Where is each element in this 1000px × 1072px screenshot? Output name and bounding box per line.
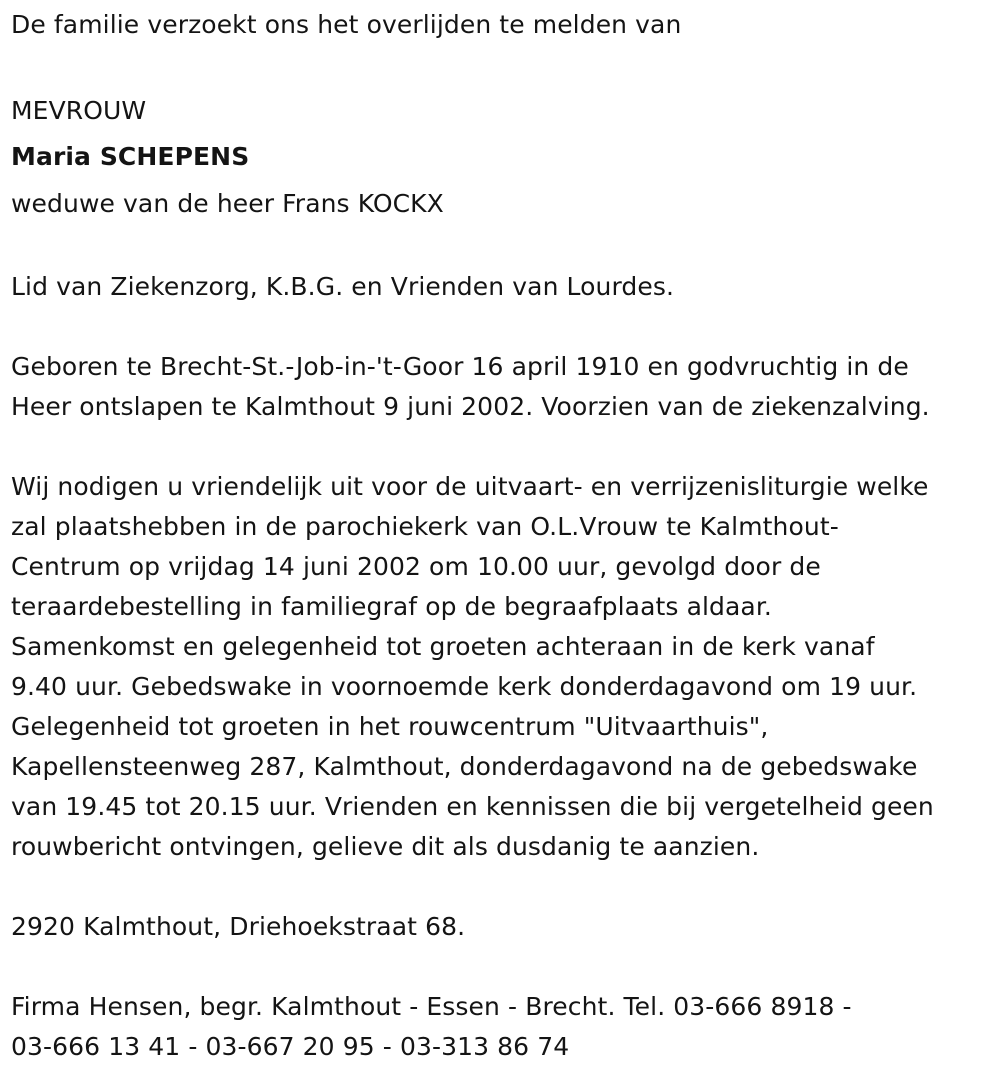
deceased-name: Maria SCHEPENS — [11, 142, 250, 171]
birth-death-paragraph — [11, 347, 986, 427]
funeral-home-paragraph — [11, 987, 986, 1067]
spacer — [11, 867, 986, 907]
address-text: 2920 Kalmthout, Driehoekstraat 68. — [11, 912, 466, 941]
invitation-line: Samenkomst en gelegenheid tot groeten achteraan in de kerk vanaf — [11, 632, 875, 661]
honorific-title: MEVROUW — [11, 96, 147, 125]
intro-text: De familie verzoekt ons het overlijden te melden van — [11, 10, 682, 39]
invitation-line: 9.40 uur. Gebedswake in voornoemde kerk donderdagavond om 19 uur. — [11, 672, 918, 701]
invitation-line: Gelegenheid tot groeten in het rouwcentrum "Uitvaarthuis", — [11, 712, 769, 741]
birth-death-line: Geboren te Brecht-St.-Job-in-'t-Goor 16 april 1910 en godvruchtig in de — [11, 352, 909, 381]
spacer — [11, 227, 986, 267]
widow-of-text: weduwe van de heer Frans KOCKX — [11, 189, 444, 218]
invitation-paragraph — [11, 467, 986, 867]
invitation-line: rouwbericht ontvingen, gelieve dit als dusdanig te aanzien. — [11, 832, 760, 861]
birth-death-line: Heer ontslapen te Kalmthout 9 juni 2002. Voorzien van de ziekenzalving. — [11, 392, 930, 421]
invitation-line: van 19.45 tot 20.15 uur. Vrienden en kennissen die bij vergetelheid geen — [11, 792, 934, 821]
invitation-line: Kapellensteenweg 287, Kalmthout, donderdagavond na de gebedswake — [11, 752, 918, 781]
funeral-home-line: Firma Hensen, begr. Kalmthout - Essen - Brecht. Tel. 03-666 8918 - — [11, 992, 852, 1021]
spacer — [11, 947, 986, 987]
invitation-line: teraardebestelling in familiegraf op de begraafplaats aldaar. — [11, 592, 772, 621]
invitation-line: Wij nodigen u vriendelijk uit voor de uitvaart- en verrijzenisliturgie welke — [11, 472, 929, 501]
membership-text: Lid van Ziekenzorg, K.B.G. en Vrienden van Lourdes. — [11, 272, 675, 301]
spacer — [11, 45, 986, 85]
spacer — [11, 307, 986, 347]
funeral-home-phone-line: 03-666 13 41 - 03-667 20 95 - 03-313 86 74 — [11, 1032, 570, 1061]
spacer — [11, 427, 986, 467]
invitation-line: Centrum op vrijdag 14 juni 2002 om 10.00 uur, gevolgd door de — [11, 552, 821, 581]
invitation-line: zal plaatshebben in de parochiekerk van O.L.Vrouw te Kalmthout- — [11, 512, 839, 541]
